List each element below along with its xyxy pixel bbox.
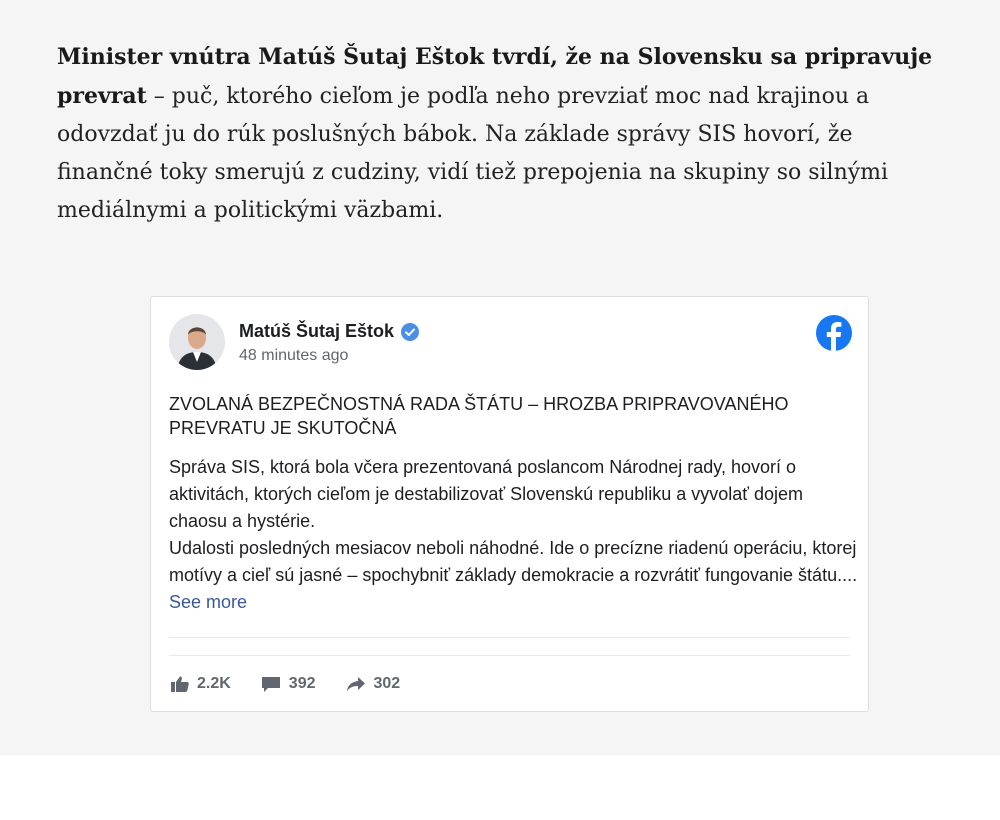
engagement-stats xyxy=(171,675,430,693)
post-paragraph-text: Udalosti posledných mesiacov neboli náhodné. Ide o precízne riadenú operáciu, ktorej motívy a cieľ sú jasné – spochybniť základy demokracie a rozvrátiť fungovanie štátu.... xyxy=(169,538,858,585)
author-name[interactable]: Matúš Šutaj Eštok xyxy=(239,321,395,341)
comments-stat[interactable] xyxy=(261,675,316,693)
post-paragraph xyxy=(169,535,859,616)
likes-stat[interactable] xyxy=(171,675,231,693)
post-headline: ZVOLANÁ BEZPEČNOSTNÁ RADA ŠTÁTU – HROZBA PRIPRAVOVANÉHO PREVRATU JE SKUTOČNÁ xyxy=(169,394,789,438)
see-more-link[interactable]: See more xyxy=(169,592,248,612)
lead-bold: Minister vnútra Matúš Šutaj Eštok tvrdí, že na Slovensku sa pripravuje prevrat xyxy=(57,44,933,109)
verified-badge-icon xyxy=(401,323,419,341)
avatar-image xyxy=(169,314,225,370)
facebook-embed[interactable] xyxy=(150,296,869,712)
post-time[interactable]: 48 minutes ago xyxy=(239,347,349,364)
like-icon xyxy=(171,676,189,692)
author-avatar[interactable] xyxy=(169,314,225,370)
post-body xyxy=(169,454,859,616)
divider xyxy=(169,637,850,638)
article-lead xyxy=(57,38,947,230)
lead-text: – puč, ktorého cieľom je podľa neho prevziať moc nad krajinou a odovzdať ju do rúk poslušných bábok. Na základe správy SIS hovorí, že finančné toky smerujú z cudziny, vidí tiež prepojenia na skupiny so silnými mediálnymi a politickými väzbami. xyxy=(57,84,889,223)
divider xyxy=(169,655,850,656)
shares-count: 302 xyxy=(373,675,401,692)
comments-count: 392 xyxy=(288,675,316,692)
post-paragraph: Správa SIS, ktorá bola včera prezentovaná poslancom Národnej rady, hovorí o aktivitách, ktorých cieľom je destabilizovať Slovenskú republiku a vyvolať dojem chaosu a hystérie. xyxy=(169,457,804,531)
comment-icon xyxy=(261,676,281,693)
facebook-logo-icon[interactable] xyxy=(816,315,852,351)
shares-stat[interactable] xyxy=(346,675,401,693)
likes-count: 2.2K xyxy=(197,675,231,692)
post-author[interactable] xyxy=(239,321,419,342)
share-icon xyxy=(346,676,366,692)
